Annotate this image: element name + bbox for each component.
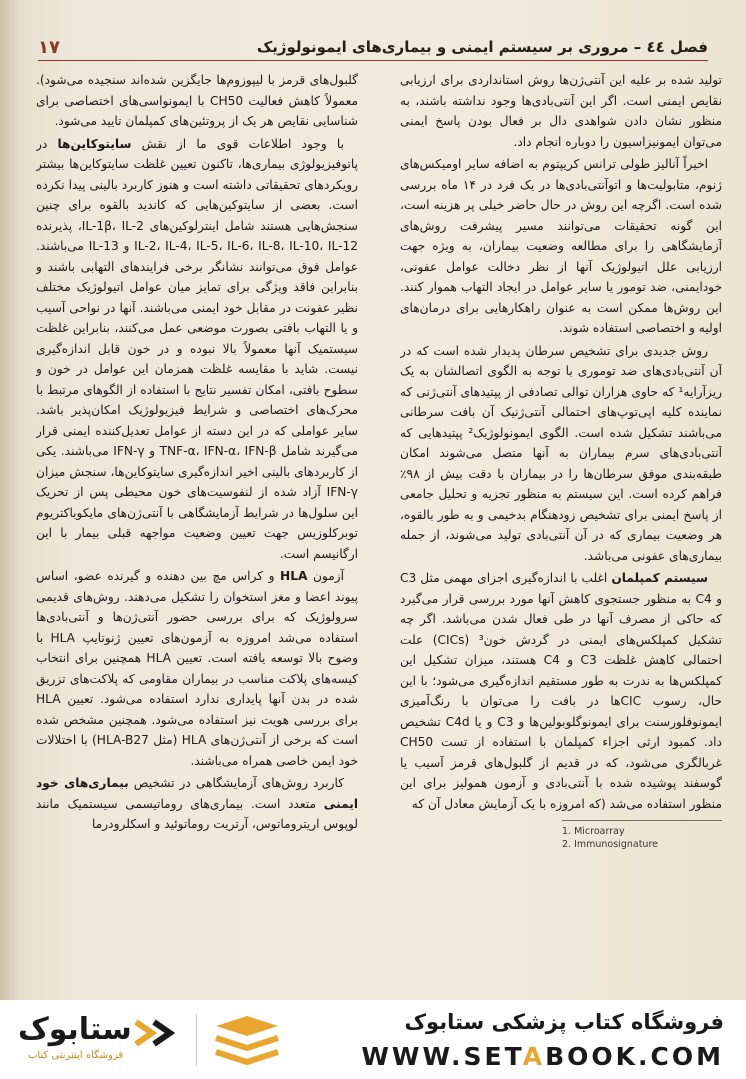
paragraph: روش جدیدی برای تشخیص سرطان پدیدار شده است که در آن آنتی‌بادی‌های ضد توموری با توجه به الگوی اتصالشان به یک ریزآرایه¹ که حاوی هزاران توالی تصادفی از پپتیدهای آنتی‌ژنی که نماینده کلیه اپی‌توپ‌های احتمالی آنتی‌ژنیک آن بافت سرطانی می‌باشند تشکیل شده است. الگوی ایمونولوژیک² پپتیدهایی که آنتی‌بادی‌های سرم بیماران به آنها متصل می‌شوند امکان طبقه‌بندی موفق سرطان‌ها را در بیماران با دقت بیش از ۹۸٪ فراهم کرده است. این سیستم به منظور تجزیه و تحلیل جامعی از پاسخ ایمنی برای تشخیص زودهنگام بدخیمی و به طور بالقوه، هر وضعیت بیماری که در آن آنتی‌بادی تولید می‌شوند، از جمله بیماری‌های عفونی می‌باشد. [400, 343, 722, 563]
paragraph: اخیراً آنالیز طولی ترانس کریپتوم به اضافه سایر اومیکس‌های ژنوم، متابولیت‌ها و اتوآنتی‌بادی‌ها در یک فرد در ۱۴ ماه بررسی شده است. اگرچه این روش در حال حاضر خیلی پر هزینه است، این گونه تحقیقات می‌توانند مسیر پیشرفت روش‌های آزمایشگاهی را برای مطالعه وضعیت بیماران، به ویژه جهت ارزیابی علل اتیولوژیک آنها از نظر دخالت عوامل عفونی، خودایمنی، ضد تومور یا سایر عوامل در ایجاد التهاب هموار کنند. این روش‌ها ممکن است به عنوان راهکارهایی برای درمان‌های اولیه و اختصاصی استفاده شوند. [400, 157, 722, 335]
paragraph-text: متعدد است. بیماری‌های روماتیسمی سیستمیک مانند لوپوس اریتروماتوس، آرتریت روماتوئید و اسکلرودرما [36, 796, 358, 831]
paragraph: تولید شده بر علیه این آنتی‌ژن‌ها روش استانداردی برای ارزیابی نقایص ایمنی است. اگر این آنتی‌بادی‌ها وجود نداشته باشند، به منظور نشان دادن شواهدی دال بر فعال بودن پاسخ ایمنی می‌توان ایمونیزاسیون را دوباره انجام داد. [400, 73, 722, 149]
page-number: ١٧ [38, 36, 60, 58]
logo-subtitle: فروشگاه اینترنتی کتاب [28, 1050, 124, 1061]
shop-name: فروشگاه کتاب پزشکی ستابوک [404, 1010, 724, 1034]
right-column [400, 70, 722, 985]
url-accent-letter: A [522, 1042, 546, 1071]
footnotes [562, 820, 722, 851]
term-cytokines: سایتوکاین‌ها [57, 136, 132, 151]
footnote: 2. Immunosignature [562, 839, 658, 850]
footnote: 1. Microarray [562, 826, 625, 837]
left-column [36, 70, 358, 985]
chapter-title: فصل ٤٤ – مروری بر سیستم ایمنی و بیماری‌های ایمونولوژیک [256, 38, 708, 56]
paragraph-text: آزمون [307, 569, 344, 583]
store-logo[interactable] [18, 1010, 188, 1068]
paragraph-text: اغلب با اندازه‌گیری اجزای مهمی مثل C3 و C4 به منظور جستجوی کاهش آنها مورد بررسی قرار می‌گیرد که حاکی از مصرف آنها در طی فعال شدن می‌باشد. اگر چه تشکیل کمپلکس‌های ایمنی در گردش خون³ (CICs) علت احتمالی کاهش غلظت C3 و C4 هستند، میزان تشکیل این کمپلکس‌ها به ندرت به طور مستقیم اندازه‌گیری می‌شود؛ با این حال، رسوب CICها در بافت را می‌توان با رنگ‌آمیزی ایمونوفلورسنت برای ایمونوگلوبولین‌ها و C3 و یا C4d تشخیص داد. کمبود ارثی اجزاء کمپلمان با استفاده از تست CH50 غربالگری می‌شود، که در قدیم از گلبول‌های قرمز آسیب یا گوسفند پوشیده شده با آنتی‌بادی و آزمون همولیز برای این منظور استفاده می‌شد (که امروزه با یک آزمایش معادل آن که [400, 571, 722, 811]
paragraph-text: در پاتوفیزیولوژی بیماری‌ها، تاکنون تعیین غلظت سایتوکاین‌ها بیشتر رویکردهای تحقیقاتی داشته است و هنوز کاربرد بالینی پیدا نکرده است. بعضی از سایتوکین‌هایی که کاندید بالقوه برای چنین سنجش‌هایی هستند شامل اینترلوکین‌های IL-1β، IL-2، پذیرنده IL-2، IL-4، IL-5، IL-6، IL-8، IL-10، IL-12 و IL-13 می‌باشند. عوامل فوق می‌توانند نشانگر برخی فرایندهای التهابی باشند و بنابراین فاقد ویژگی برای تمایز میان عوامل اتیولوژیک مختلف نظیر عفونت در مقابل خود ایمنی می‌باشند. آنها در نواحی آسیب و یا التهاب بافتی بصورت موضعی عمل می‌کنند، بنابراین غلظت سیستمیک آنها معمولاً بالا نبوده و در خون قابل اندازه‌گیری نیست. شاید با مقایسه غلظت همزمان این عوامل در خون و سطوح بافتی، امکان تفسیر نتایج با استفاده از الگوهای مرتبط با محرک‌های اختصاصی و شرایط فیزیولوژیک امکان‌پذیر باشد. سایر عواملی که در این دسته از عوامل تعدیل‌کننده ایمنی قرار می‌گیرند شامل TNF-α، IFN-α، IFN-β و IFN-γ می‌باشند. یکی از کاربردهای بالینی اخیر اندازه‌گیری سایتوکاین‌ها، سنجش میزان IFN-γ آزاد شده از لنفوسیت‌های خون محیطی پس از تحریک این سلول‌ها در شرایط آزمایشگاهی با آنتی‌ژن‌های مایکوباکتریوم توبرکلوزیس جهت تعیین وضعیت مواجهه قبلی بیمار با این ارگانیسم است. [36, 136, 358, 561]
store-banner[interactable] [0, 1000, 746, 1079]
paragraph-text: کاربرد روش‌های آزمایشگاهی در تشخیص [128, 776, 344, 790]
paragraph-text: و کراس مچ بین دهنده و گیرنده عضو، اساس پیوند اعضا و مغز استخوان را تشکیل می‌دهند. روش‌های قدیمی سرولوژیک که برای بررسی حضور آنتی‌ژن‌ها و آنتی‌بادی‌ها استفاده می‌شد امروزه به آزمون‌های تعیین ژنوتایپ HLA با وضوح بالا توسعه یافته است. تعیین HLA همچنین برای انتخاب کیسه‌های پلاکت مناسب در بیماران مقاومی که پلاکت‌های تزریق شده در بدن آنها پایداری ندارد استفاده می‌شود. تعیین HLA برای بررسی هویت نیز استفاده می‌شود. همچنین مشخص شده است که برخی از آنتی‌ژن‌های HLA (مثل HLA-B27) با اختلالات خود ایمن خاصی همراه می‌باشند. [36, 569, 358, 768]
paragraph [400, 568, 722, 814]
banner-divider [196, 1014, 197, 1066]
paragraph [36, 134, 358, 565]
book-stack-icon [210, 1014, 284, 1070]
url-text: BOOK.COM [545, 1042, 724, 1071]
paragraph: گلبول‌های قرمز با لیپوزوم‌ها جایگزین شده‌اند سنجیده می‌شود). معمولاً کاهش فعالیت CH50 با ایمونواسی‌های اختصاصی برای شناسایی نقایص هر یک از پروتئین‌های کمپلمان تایید می‌شود. [36, 73, 358, 128]
paragraph [36, 773, 358, 835]
page-spine-shadow [0, 0, 20, 1000]
paragraph-text: با وجود اطلاعات قوی ما از نقش [131, 136, 345, 151]
shop-url[interactable] [361, 1042, 724, 1071]
logo-text: ستابوک [18, 1012, 132, 1047]
url-text: WWW.SET [361, 1042, 523, 1071]
term-complement: سیستم کمپلمان [611, 571, 709, 585]
term-hla: HLA [280, 569, 308, 583]
logo-arrow-icon [130, 1016, 180, 1050]
term-autoimmune: بیماری‌های خود ایمنی [36, 776, 358, 811]
paragraph [36, 566, 358, 771]
page-header [38, 34, 708, 61]
